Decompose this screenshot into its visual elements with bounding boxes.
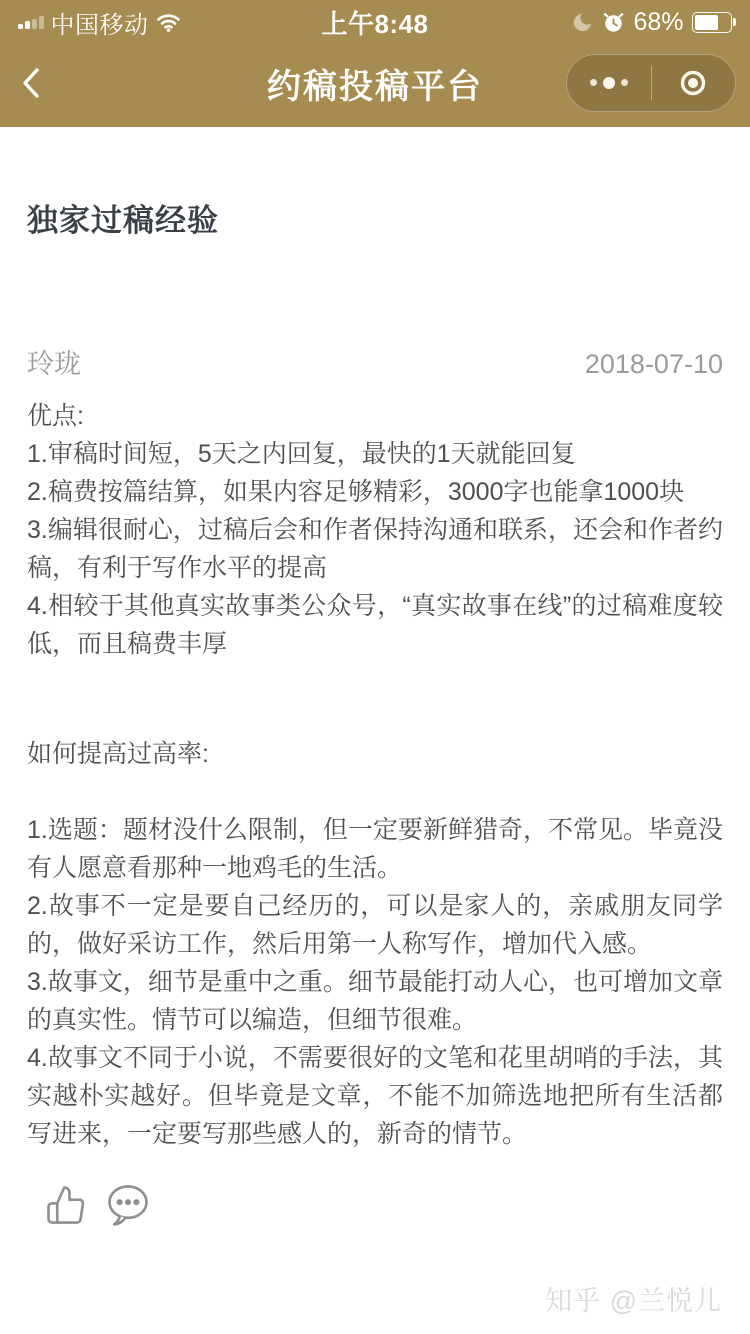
- tip-item: 2.故事不一定是要自己经历的，可以是家人的，亲戚朋友同学的，做好采访工作，然后用第一人称写作，增加代入感。: [27, 892, 723, 958]
- alarm-clock-icon: [602, 11, 625, 34]
- tip-item: 4.故事文不同于小说，不需要很好的文笔和花里胡哨的手法，其实越朴实越好。但毕竟是文章，不能不加筛选地把所有生活都写进来，一定要写那些感人的，新奇的情节。: [27, 1044, 723, 1148]
- ellipsis-icon: [590, 77, 628, 89]
- clock-time: 上午8:48: [321, 8, 429, 39]
- record-home-icon: [676, 66, 710, 100]
- section-heading-advantages: 优点:: [27, 402, 84, 430]
- advantage-item: 1.审稿时间短，5天之内回复，最快的1天就能回复: [27, 440, 576, 468]
- section-heading-tips: 如何提高过高率:: [27, 740, 209, 768]
- nav-bar: [0, 44, 750, 127]
- battery-icon: [692, 12, 737, 33]
- battery-percent-label: 68%: [633, 7, 684, 36]
- back-button[interactable]: [20, 63, 60, 103]
- miniprogram-capsule: [566, 54, 736, 112]
- article-title: 独家过稿经验: [27, 203, 219, 238]
- cellular-signal-icon: [18, 16, 44, 29]
- footer-actions: [45, 1183, 750, 1227]
- thumbs-up-icon: [45, 1184, 87, 1226]
- tip-item: 1.选题：题材没什么限制，但一定要新鲜猎奇，不常见。毕竟没有人愿意看那种一地鸡毛的生活。: [27, 816, 723, 882]
- home-button[interactable]: [652, 55, 736, 111]
- watermark: 知乎 @兰悦儿: [545, 1286, 722, 1316]
- back-chevron-icon: [20, 66, 42, 100]
- advantage-item: 4.相较于其他真实故事类公众号，“真实故事在线”的过稿难度较低，而且稿费丰厚: [27, 592, 723, 658]
- article-body: [27, 397, 723, 1153]
- advantage-item: 3.编辑很耐心，过稿后会和作者保持沟通和联系，还会和作者约稿，有利于写作水平的提高: [27, 516, 723, 582]
- page-title: 约稿投稿平台: [267, 67, 483, 106]
- like-button[interactable]: [45, 1184, 87, 1226]
- status-left-cluster: [18, 5, 181, 40]
- more-button[interactable]: [567, 55, 651, 111]
- comment-button[interactable]: [103, 1183, 153, 1227]
- publish-date: 2018-07-10: [584, 349, 723, 379]
- carrier-label: 中国移动: [50, 11, 149, 39]
- battery-fill: [695, 15, 718, 30]
- article-content: [0, 201, 750, 1153]
- status-right-cluster: [571, 8, 736, 37]
- moon-icon: [571, 11, 594, 34]
- status-bar: [0, 0, 750, 44]
- app-header: [0, 0, 750, 127]
- article-meta: [27, 347, 723, 381]
- tip-item: 3.故事文，细节是重中之重。细节最能打动人心，也可增加文章的真实性。情节可以编造，但细节很难。: [27, 968, 723, 1034]
- advantage-item: 2.稿费按篇结算，如果内容足够精彩，3000字也能拿1000块: [27, 478, 685, 506]
- comment-icon: [103, 1183, 153, 1227]
- wifi-icon: [156, 12, 181, 32]
- author-name: 玲珑: [27, 349, 81, 379]
